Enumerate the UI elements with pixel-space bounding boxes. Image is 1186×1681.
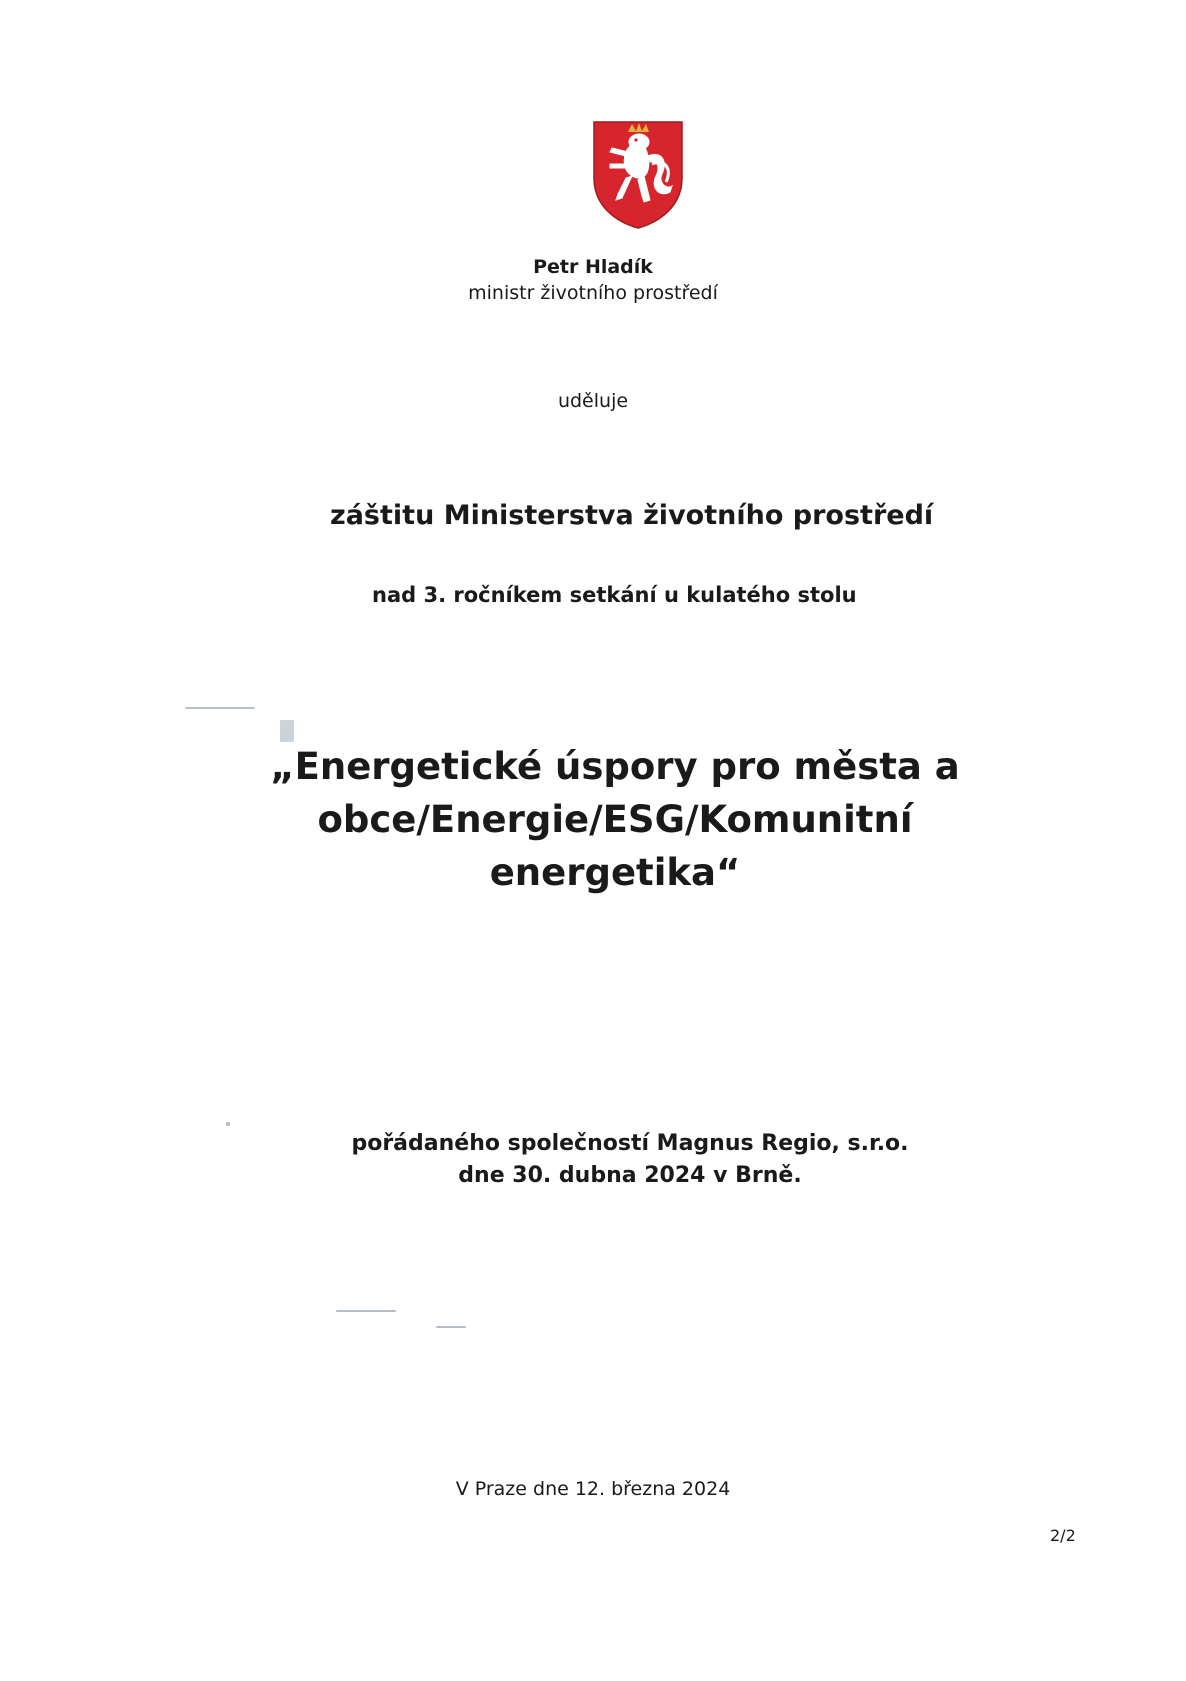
scan-speck [226, 1122, 230, 1126]
issued-place-date: V Praze dne 12. března 2024 [455, 1478, 731, 1500]
scan-speck [436, 1326, 466, 1328]
page-number: 2/2 [1050, 1526, 1076, 1545]
czech-coat-of-arms-lion-icon [592, 120, 684, 230]
scan-speck [280, 720, 294, 742]
event-title: „Energetické úspory pro města a obce/Energie/ESG/Komunitní energetika“ [270, 745, 960, 894]
event-date-place: dne 30. dubna 2024 v Brně. [458, 1163, 802, 1188]
grants-text: uděluje [557, 390, 629, 412]
organizer-block [300, 1128, 960, 1192]
patronage-heading: záštitu Ministerstva životního prostředí [330, 500, 934, 531]
organizer-line: pořádaného společností Magnus Regio, s.r.o. [351, 1131, 909, 1156]
edition-line: nad 3. ročníkem setkání u kulatého stolu [372, 583, 857, 607]
signer-name: Petr Hladík [533, 256, 653, 278]
scan-speck [185, 707, 255, 709]
signer-role: ministr životního prostředí [468, 282, 718, 304]
scan-speck [336, 1310, 396, 1312]
